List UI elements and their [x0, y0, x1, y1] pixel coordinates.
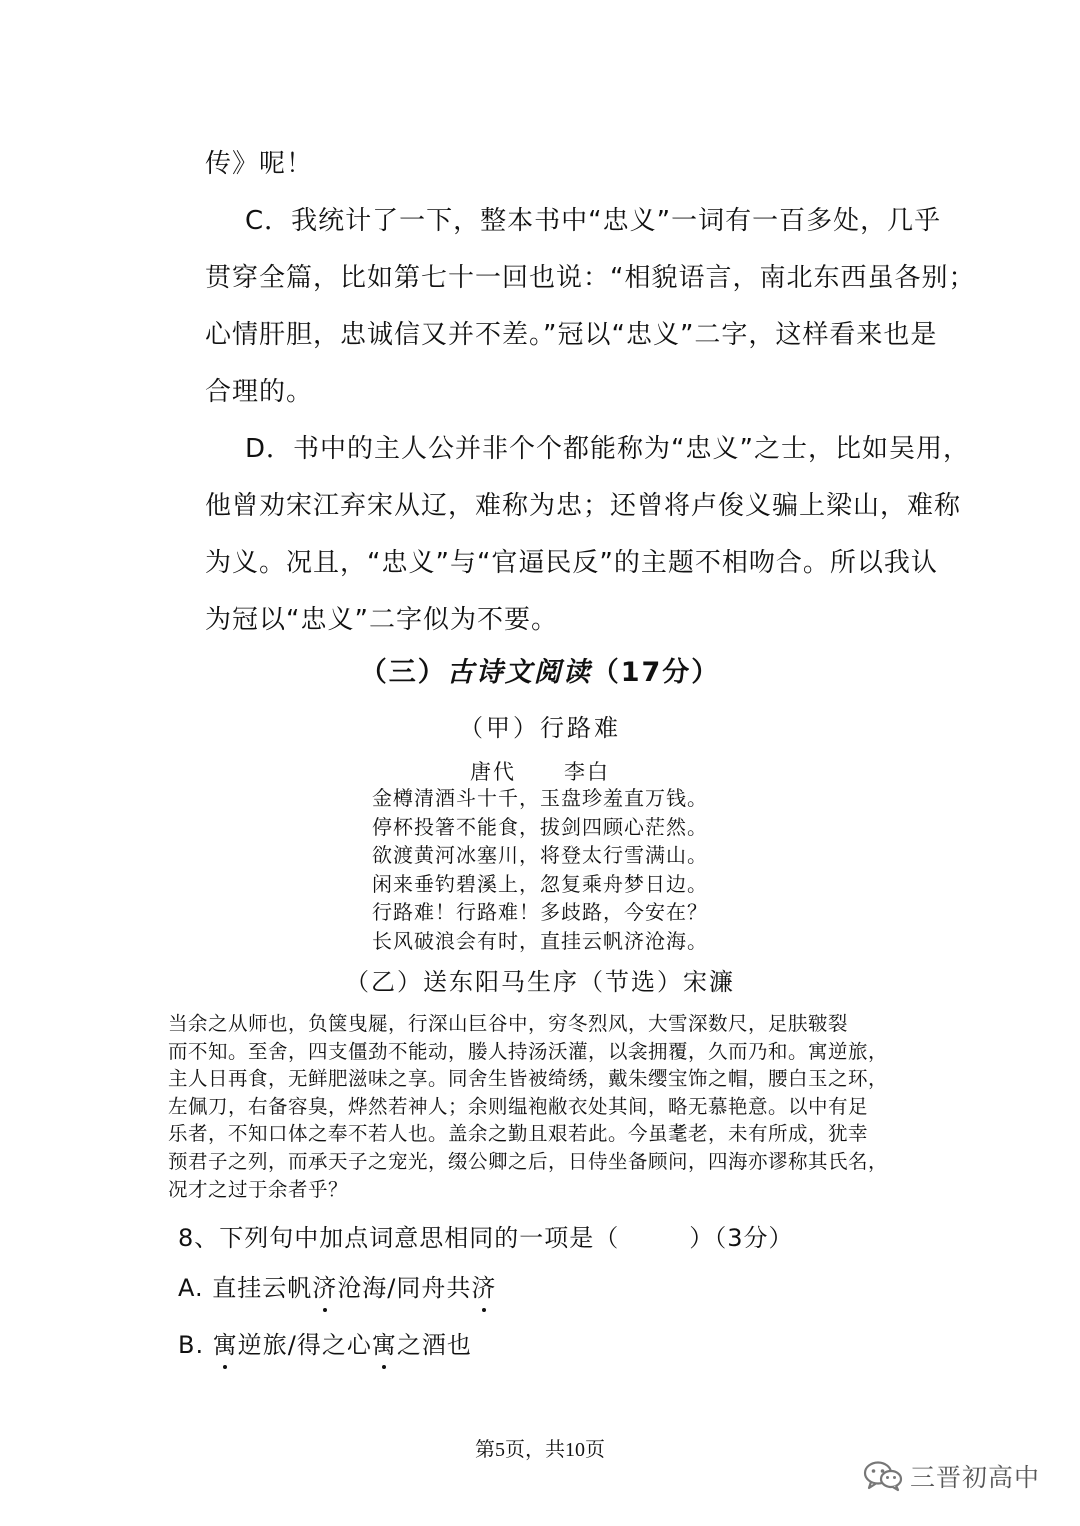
dotted-word: 寓: [372, 1325, 397, 1360]
poem-line: 长风破浪会有时，直挂云帆济沧海。: [372, 928, 708, 953]
watermark: [862, 1458, 1040, 1494]
prose-line: 主人日再食，无鲜肥滋味之享。同舍生皆被绮绣，戴朱缨宝饰之帽，腰白玉之环，: [168, 1067, 889, 1091]
prose-line: 而不知。至舍，四支僵劲不能动，媵人持汤沃灌，以衾拥覆，久而乃和。寓逆旅，: [168, 1039, 889, 1063]
poem-line: 金樽清酒斗十千，玉盘珍羞直万钱。: [372, 786, 708, 810]
prose-line: 左佩刀，右备容臭，烨然若神人；余则缊袍敝衣处其间，略无慕艳意。以中有足: [168, 1094, 869, 1118]
poem-body: [0, 784, 1080, 955]
text-line: 心情肝胆，忠诚信又并不差。”冠以“忠义”二字，这样看来也是: [205, 320, 938, 350]
option-text: A. 直挂云帆: [178, 1274, 313, 1302]
section-prefix: （三）: [359, 657, 447, 688]
text-line: 为冠以“忠义”二字似为不要。: [205, 605, 558, 635]
section-score: （17分）: [591, 657, 721, 688]
text-line: 贯穿全篇，比如第七十一回也说：“相貌语言，南北东西虽各别；: [205, 263, 976, 293]
wechat-icon: [862, 1460, 904, 1492]
dotted-word: 济: [312, 1268, 337, 1303]
watermark-text: 三晋初高中: [910, 1463, 1041, 1492]
text-line: C．我统计了一下，整本书中“忠义”一词有一百多处，几乎: [245, 206, 942, 236]
prose-line: 况才之过于余者乎？: [168, 1177, 349, 1201]
text-line: 合理的。: [205, 377, 314, 407]
dotted-word: 济: [471, 1268, 496, 1303]
text-line: D．书中的主人公并非个个都能称为“忠义”之士，比如吴用，: [245, 434, 970, 464]
poem-line: 闲来垂钓碧溪上，忽复乘舟梦日边。: [372, 871, 708, 896]
prose-body: [168, 1010, 928, 1203]
poem-line: 停杯投箸不能食，拔剑四顾心茫然。: [372, 814, 708, 839]
text-line: 传》呢！: [205, 149, 314, 179]
text-line: 为义。况且，“忠义”与“官逼民反”的主题不相吻合。所以我认: [205, 548, 938, 578]
poem-author-line: [0, 756, 1080, 786]
poem-line: 欲渡黄河冰塞川，将登太行雪满山。: [372, 843, 708, 867]
question-stem-text: 8、下列句中加点词意思相同的一项是（: [178, 1224, 620, 1252]
prose-line: 当余之从师也，负箧曳屣，行深山巨谷中，穷冬烈风，大雪深数尺，足肤皲裂: [168, 1012, 849, 1035]
question-score: ）（3分）: [689, 1224, 794, 1252]
question-8-stem: [178, 1218, 794, 1253]
page-number: 第5页，共10页: [475, 1439, 605, 1461]
section-name: 古诗文阅读: [446, 657, 592, 688]
poem-line: 行路难！行路难！多歧路，今安在？: [372, 900, 708, 924]
prose-line: 预君子之列，而承天子之宠光，缀公卿之后，日侍坐备顾问，四海亦谬称其氏名，: [168, 1149, 889, 1173]
option-text: 之酒也: [396, 1331, 472, 1359]
text-line: 他曾劝宋江弃宋从辽，难称为忠；还曾将卢俊义骗上梁山，难称: [205, 491, 962, 521]
option-text: B.: [178, 1331, 213, 1359]
question-8-option-a: [178, 1268, 496, 1303]
prose-title: （乙）送东阳马生序（节选）宋濂: [345, 968, 735, 996]
section-heading: [0, 650, 1080, 689]
paragraph-continuation: [205, 136, 925, 193]
option-c-paragraph: [205, 193, 976, 421]
option-d-paragraph: [205, 421, 970, 649]
option-text: 沧海/同舟共: [337, 1274, 472, 1302]
dotted-word: 寓: [213, 1325, 238, 1360]
poem-title: （甲）行路难: [459, 714, 621, 742]
prose-line: 乐者，不知口体之奉不若人也。盖余之勤且艰若此。今虽耄老，未有所成，犹幸: [168, 1122, 869, 1146]
option-text: 逆旅/得之心: [237, 1331, 372, 1359]
poem-author: 李白: [564, 760, 610, 784]
question-8-option-b: [178, 1325, 472, 1360]
poem-dynasty: 唐代: [470, 760, 516, 784]
